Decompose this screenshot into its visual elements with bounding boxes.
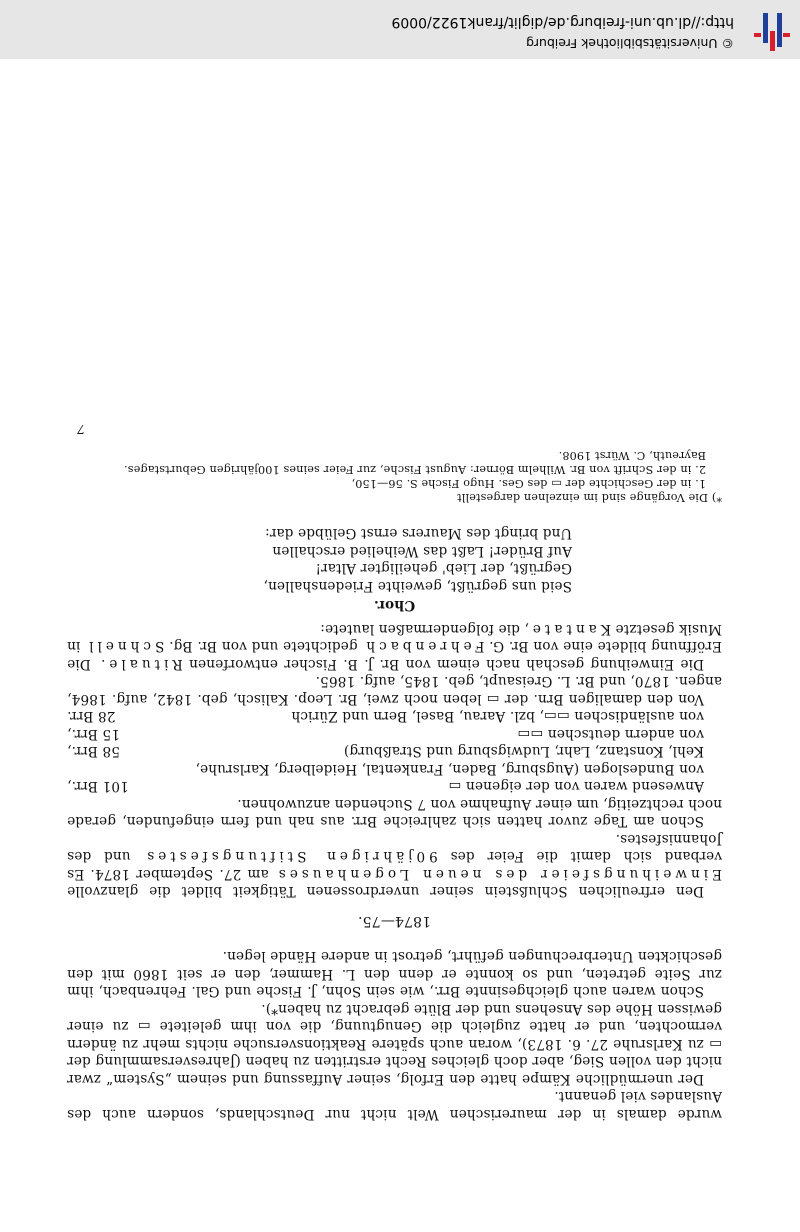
logo-blue-bar-right <box>763 13 768 43</box>
chor-heading: Chor. <box>373 597 416 614</box>
footnote: *) Die Vorgänge sind im einzelnen dargestellt <box>456 491 722 504</box>
logo-red-bar-right <box>754 33 761 37</box>
para4-name-1: Fehrenbach <box>362 638 485 655</box>
para4-start: Die Einweihung geschah nach einem von Br. J. B. Fischer entworfenen <box>189 656 704 672</box>
footnote: 1. in der Geschichte der ▭ des Ges. Hugo Fische S. 56—150, <box>351 477 706 490</box>
verse-line: Seid uns gegrüßt, geweihte Friedenshallen, <box>263 578 572 594</box>
attendance-label: von andern deutschen ▭▭ <box>517 726 704 742</box>
attendance-label: von Bundeslogen (Augsburg, Baden, Frankental, Heidelberg, Karlsruhe, Kehl, Konstanz, Lahr, Ludwigsburg und Straßburg) <box>195 743 704 777</box>
verse-line: Und bringt des Maurers ernst Gelübde dar: <box>264 525 572 542</box>
para1-date: am 27. September 1874. <box>90 866 269 882</box>
verse-line: Auf Brüder! Laßt das Weihelied erschallen <box>272 543 572 559</box>
paragraph-consecration <box>67 830 722 900</box>
verse-line: Gegrüßt, der Lieb' geheiligter Altar! <box>315 560 572 577</box>
para1-start: Den erfreulichen Schlußstein seiner unverdrossenen Tätigkeit bildet die glanzvolle <box>67 883 704 900</box>
footnote: 2. in der Schrift von Br. Wilhelm Börner: August Fische, zur Feier seines 100jährigen Geburtstages. Bayreuth, C. Würst 1908. <box>123 449 706 476</box>
attendance-count: 28 Brr. <box>67 708 116 725</box>
para4-mid: Die Eröffnung bildete eine von Br. G. <box>67 638 722 672</box>
document-url-link[interactable]: http://dl.ub.uni-freiburg.de/diglit/frank1922/0009 <box>391 14 734 30</box>
para4-ritual: Rituale. <box>97 656 183 672</box>
para1-end: und des Johannisfestes. <box>67 831 722 865</box>
verse <box>67 524 572 594</box>
library-credit: © Universitätsbibliothek Freiburg <box>526 36 734 51</box>
attendance-row <box>67 725 722 743</box>
attendance-count: 15 Brr., <box>67 726 120 742</box>
para1-spaced-1: Einweihungsfeier des neuen Logenhauses <box>274 866 722 882</box>
paragraph-attendance-intro: Schon am Tage zuvor hatten sich zahlreiche Brr. aus nah und fern eingefunden, gerade noch rechtzeitig, um einer Aufnahme von 7 Suchenden anzuwohnen. <box>67 796 722 830</box>
attendance-row <box>67 777 722 795</box>
para1-mid: Es verband sich damit die Feier des <box>67 848 722 882</box>
para1-spaced-2: 90jährigen Stiftungsfestes <box>143 848 438 865</box>
library-credit-bar <box>0 0 800 59</box>
paragraph-living-members: Von den damaligen Brn. der ▭ leben noch zwei, Br. Leop. Kalisch, geb. 1842, aufg. 1864, angen. 1870, und Br. L. Greisaupt, geb. 1845, aufg. 1865. <box>67 673 722 707</box>
ub-freiburg-logo-icon <box>746 9 792 51</box>
scanned-page-text <box>67 421 722 1123</box>
logo-red-bar-left <box>783 33 790 37</box>
intro-paragraph-1: wurde damals in der maurerischen Welt nicht nur Deutschlands, sondern auch des Auslandes viel genannt. <box>67 1088 722 1122</box>
para4-kantate: Kantate <box>528 621 611 637</box>
intro-paragraph-2: Der unermüdliche Kämpe hatte den Erfolg, seiner Auffassung und seinem „System“ zwar nicht den vollen Sieg, aber doch gleiches Recht erstritten zu haben (Jahresversammlung der ▭ zu Karlsruhe 27. 6. 1873), woran auch spätere Reaktionsversuche nichts mehr zu ändern vermochten, und er hatte zugleich die Genugtuung, die von ihm geleitete ▭ zu einer gewissen Höhe des Ansehens und der Blüte gebracht zu haben*). <box>67 1001 722 1087</box>
page-number: 7 <box>77 422 86 437</box>
paragraph-cantata <box>67 620 722 673</box>
footnotes <box>67 448 722 504</box>
intro-paragraph-3: Schon waren auch gleichgesinnte Brr., wie sein Sohn, J. Fische und Gal. Fehrenbach, ihm zur Seite getreten, und so konnte er denn den L. Hammer, den er seit 1860 mit den geschickten Unterbrechungen geführt, getrost in andere Hände legen. <box>67 948 722 1000</box>
para4-mid-3: in Musik gesetzte <box>67 621 722 655</box>
logo-blue-bar-left <box>777 13 782 47</box>
para4-name-2: Schnell <box>85 638 165 655</box>
attendance-label: von ausländischen ▭▭, bzl. Aarau, Basel, Bern und Zürich <box>291 708 704 725</box>
attendance-label: Anwesend waren von der eigenen ▭ <box>448 778 704 795</box>
attendance-row <box>67 742 722 777</box>
attendance-row <box>67 707 722 725</box>
attendance-count: 101 Brr., <box>67 778 129 795</box>
para4-mid-2: gedichtete und von Br. Bg. <box>169 638 358 655</box>
attendance-count: 58 Brr., <box>67 743 120 760</box>
para4-end: , die folgendermaßen lautete: <box>320 621 529 637</box>
logo-red-bar-center <box>770 31 775 51</box>
section-heading-year: 1874—75. <box>357 913 432 929</box>
